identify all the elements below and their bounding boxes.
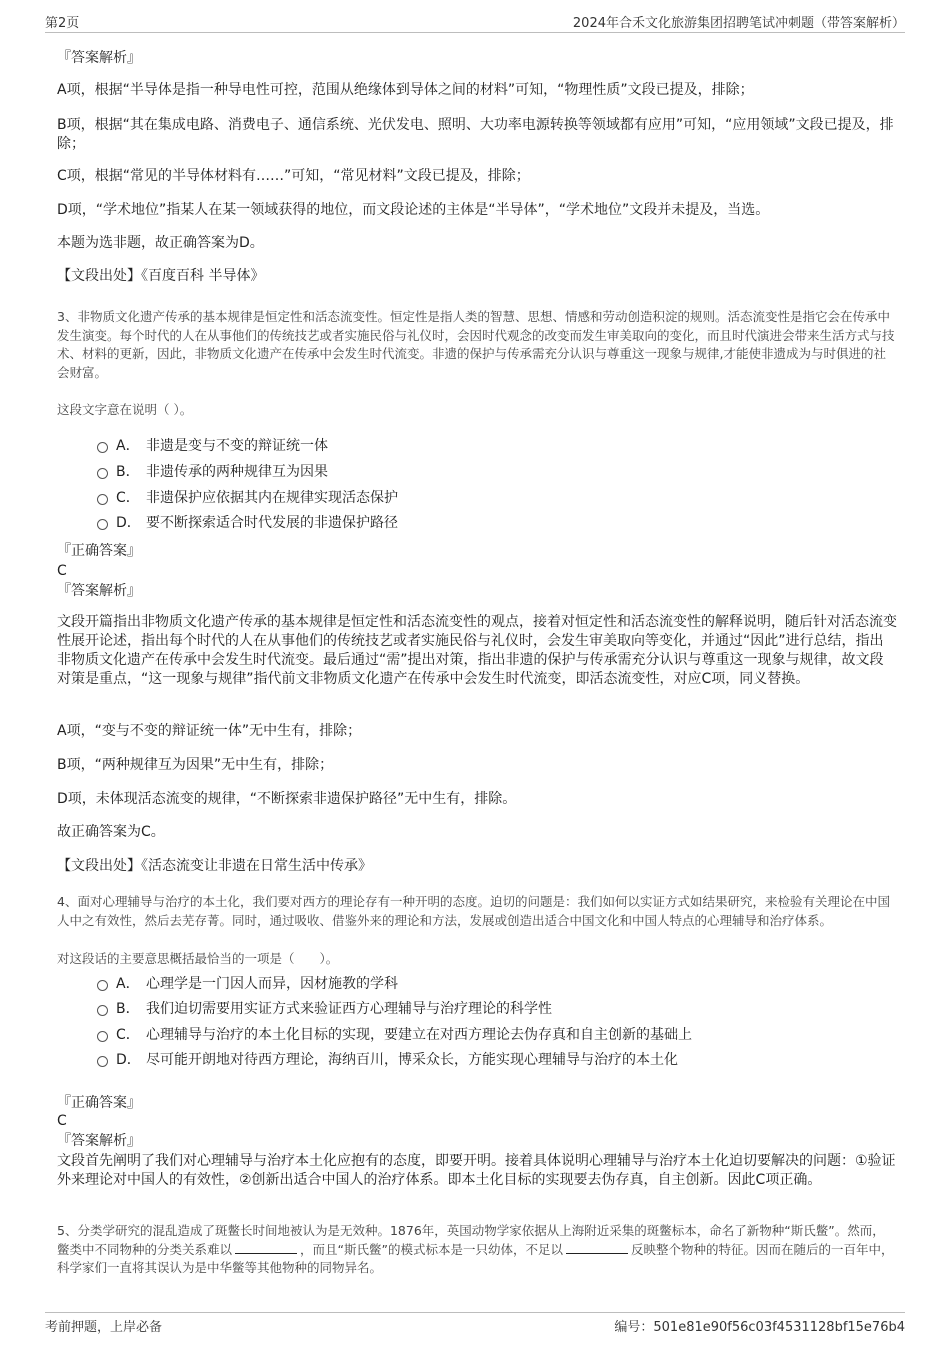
q4-answer: C: [57, 1113, 67, 1129]
option-text: 心理辅导与治疗的本土化目标的实现，要建立在对西方理论去伪存真和自主创新的基础上: [146, 1027, 692, 1043]
q5-blank-2[interactable]: [566, 1241, 628, 1254]
document-title: 2024年合禾文化旅游集团招聘笔试冲刺题（带答案解析）: [572, 16, 905, 31]
q2-analysis-d: D项，“学术地位”指某人在某一领域获得的地位，而文段论述的主体是“半导体”，“学术地位”文段并未提及，当选。: [57, 202, 770, 218]
q5-stem-part-3: 反映整个物种的特征。因而在随后的一百年中，科学家们一直将其误认为是中华鳖等其他物种的同物异名。: [57, 1241, 894, 1275]
option-key: D．: [116, 1052, 141, 1068]
q2-analysis-c: C项，根据“常见的半导体材料有……”可知，“常见材料”文段已提及，排除；: [57, 168, 530, 184]
option-text: 要不断探索适合时代发展的非遗保护路径: [146, 515, 398, 531]
footer-slogan: 考前押题，上岸必备: [45, 1320, 163, 1335]
code-value: 501e81e90f56c03f4531128bf15e76b4: [653, 1320, 905, 1335]
radio-icon[interactable]: [97, 1056, 108, 1067]
radio-icon[interactable]: [97, 980, 108, 991]
q4-answer-heading: 『正确答案』: [57, 1095, 141, 1111]
option-text: 心理学是一门因人而异，因材施教的学科: [146, 976, 398, 992]
option-key: D．: [116, 515, 141, 531]
document-code: [614, 1316, 905, 1335]
q2-analysis-a: A项，根据“半导体是指一种导电性可控，范围从绝缘体到导体之间的材料”可知，“物理性质”文段已提及，排除；: [57, 82, 754, 98]
q5-blank-1[interactable]: [235, 1241, 297, 1254]
q3-conclusion: 故正确答案为C。: [57, 824, 165, 840]
page-number: 第2页: [45, 16, 80, 31]
q5-stem-part-2: ，而且“斯氏鳖”的模式标本是一只幼体，不足以: [300, 1241, 563, 1257]
radio-icon[interactable]: [97, 519, 108, 530]
q3-stem: 3、非物质文化遗产传承的基本规律是恒定性和活态流变性。恒定性是指人类的智慧、思想、情感和劳动创造积淀的规则。活态流变性是指它会在传承中发生演变。每个时代的人在从事他们的传统技艺或者实施民俗与礼仪时，会因时代观念的改变而发生审美取向的变化，而且时代演进会带来生活方式与技术、材料的更新，因此，非物质文化遗产在传承中会发生时代流变。非遗的保护与传承需充分认识与尊重这一现象与规律,才能使非遗成为与时俱进的社会财富。: [57, 309, 895, 380]
q4-option-c[interactable]: [97, 1025, 692, 1045]
q4-option-b[interactable]: [97, 999, 552, 1019]
q4-question: 对这段话的主要意思概括最恰当的一项是（ ）。: [57, 951, 339, 966]
q3-option-d[interactable]: [97, 513, 398, 533]
q2-source: 【文段出处】《百度百科 半导体》: [57, 268, 265, 284]
radio-icon[interactable]: [97, 468, 108, 479]
option-text: 我们迫切需要用实证方式来验证西方心理辅导与治疗理论的科学性: [146, 1001, 552, 1017]
option-key: C．: [116, 1027, 140, 1043]
option-key: B．: [116, 464, 140, 480]
q3-option-a[interactable]: [97, 436, 328, 456]
q2-analysis-heading: 『答案解析』: [57, 50, 141, 66]
option-text: 非遗是变与不变的辩证统一体: [146, 438, 328, 454]
q3-analysis-main: 文段开篇指出非物质文化遗产传承的基本规律是恒定性和活态流变性的观点，接着对恒定性和活态流变性的解释说明，随后针对活态流变性展开论述，指出每个时代的人在从事他们的传统技艺或者实施民俗与礼仪时，会发生审美取向等变化，并通过“因此”进行总结，指出非物质文化遗产在传承中会发生时代流变。最后通过“需”提出对策，指出非遗的保护与传承需充分认识与尊重这一现象与规律，故文段对策是重点，“这一现象与规律”指代前文非物质文化遗产在传承中会发生时代流变，即活态流变性，对应C项，同义替换。: [57, 614, 897, 687]
q3-option-c[interactable]: [97, 488, 398, 508]
q3-source: 【文段出处】《活态流变让非遗在日常生活中传承》: [57, 858, 372, 874]
q3-analysis-b: B项，“两种规律互为因果”无中生有，排除；: [57, 757, 334, 773]
q3-answer-heading: 『正确答案』: [57, 543, 141, 559]
q5-stem-part-1: 5、分类学研究的混乱造成了斑鳖长时间地被认为是无效种。1876年，英国动物学家依据从上海附近采集的斑鳖标本，命名了新物种“斯氏鳖”。然而，鳖类中不同物种的分类关系难以: [57, 1223, 885, 1257]
q2-analysis-b: B项，根据“其在集成电路、消费电子、通信系统、光伏发电、照明、大功率电源转换等领域都有应用”可知，“应用领域”文段已提及，排除；: [57, 117, 894, 152]
q2-conclusion: 本题为选非题，故正确答案为D。: [57, 235, 264, 251]
q5-stem: [57, 1222, 897, 1278]
q3-analysis-heading: 『答案解析』: [57, 583, 141, 599]
option-text: 非遗保护应依据其内在规律实现活态保护: [146, 490, 398, 506]
code-label: 编号：: [614, 1320, 654, 1335]
option-text: 尽可能开朗地对待西方理论，海纳百川，博采众长，方能实现心理辅导与治疗的本土化: [146, 1052, 678, 1068]
option-key: A．: [116, 438, 140, 454]
option-key: A．: [116, 976, 140, 992]
q3-analysis-a: A项，“变与不变的辩证统一体”无中生有，排除；: [57, 723, 362, 739]
q3-analysis-d: D项，未体现活态流变的规律，“不断探索非遗保护路径”无中生有，排除。: [57, 791, 517, 807]
option-key: B．: [116, 1001, 140, 1017]
q4-stem: 4、面对心理辅导与治疗的本土化，我们要对西方的理论存有一种开明的态度。迫切的问题是：我们如何以实证方式如结果研究，来检验有关理论在中国人中之有效性，然后去芜存菁。同时，通过吸收、借鉴外来的理论和方法，发展或创造出适合中国文化和中国人特点的心理辅导和治疗体系。: [57, 894, 890, 928]
radio-icon[interactable]: [97, 442, 108, 453]
radio-icon[interactable]: [97, 494, 108, 505]
radio-icon[interactable]: [97, 1031, 108, 1042]
page-header: [45, 12, 905, 33]
q4-option-a[interactable]: [97, 974, 398, 994]
q3-option-b[interactable]: [97, 462, 328, 482]
q4-analysis-main: 文段首先阐明了我们对心理辅导与治疗本土化应抱有的态度，即要开明。接着具体说明心理辅导与治疗本土化迫切要解决的问题：①验证外来理论对中国人的有效性，②创新出适合中国人的治疗体系。即本土化目标的实现要去伪存真，自主创新。因此C项正确。: [57, 1153, 896, 1188]
q3-question: 这段文字意在说明（ ）。: [57, 402, 193, 417]
page-footer: [45, 1312, 905, 1335]
option-text: 非遗传承的两种规律互为因果: [146, 464, 328, 480]
q4-analysis-heading: 『答案解析』: [57, 1133, 141, 1149]
radio-icon[interactable]: [97, 1005, 108, 1016]
option-key: C．: [116, 490, 140, 506]
q3-answer: C: [57, 563, 67, 579]
q4-option-d[interactable]: [97, 1050, 678, 1070]
